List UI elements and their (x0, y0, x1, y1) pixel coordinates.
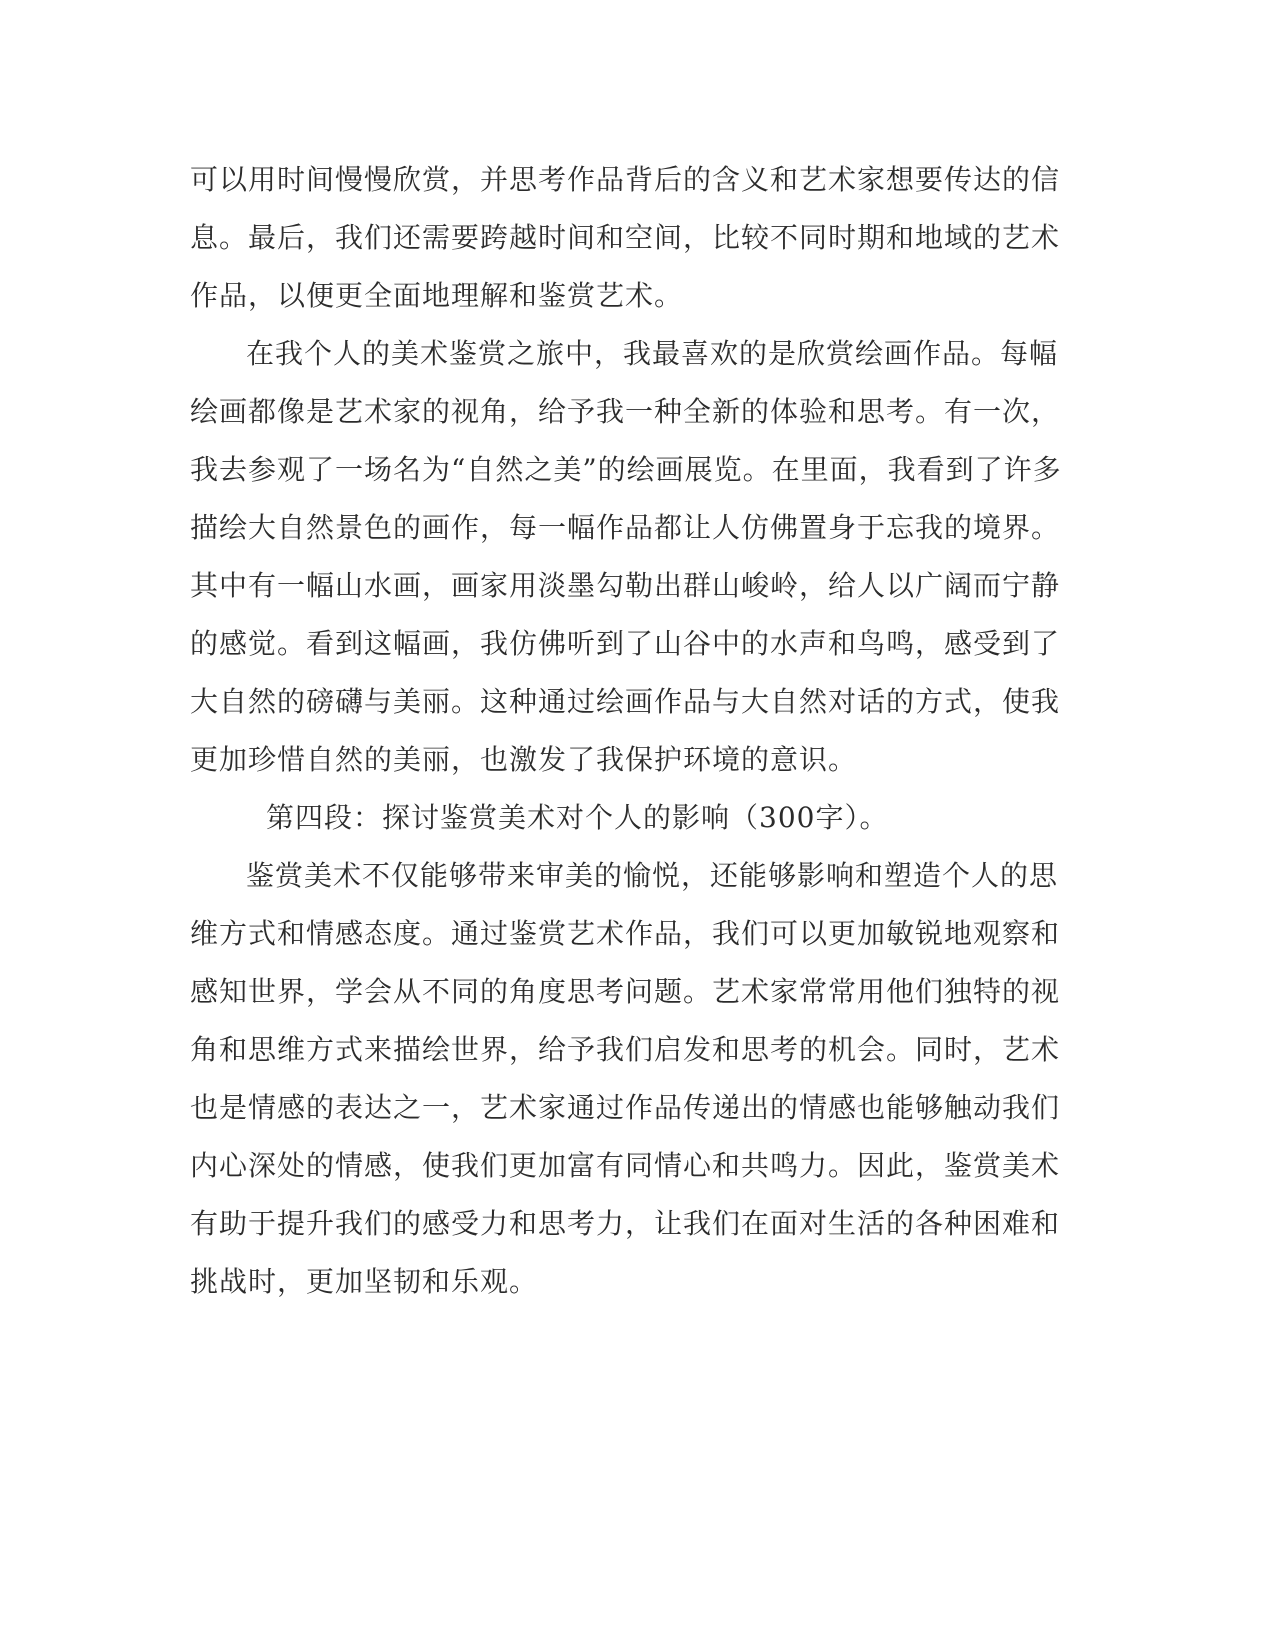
text-line: 其中有一幅山水画，画家用淡墨勾勒出群山峻岭，给人以广阔而宁静 (190, 569, 1061, 602)
text-line: 作品，以便更全面地理解和鉴赏艺术。 (190, 279, 684, 312)
text-line: 描绘大自然景色的画作，每一幅作品都让人仿佛置身于忘我的境界。 (190, 511, 1061, 544)
text-line: 更加珍惜自然的美丽，也激发了我保护环境的意识。 (190, 743, 858, 776)
paragraph-first-line: 鉴赏美术不仅能够带来审美的愉悦，还能够影响和塑造个人的思 (246, 859, 1059, 892)
text-line: 感知世界，学会从不同的角度思考问题。艺术家常常用他们独特的视 (190, 975, 1061, 1008)
text-line: 大自然的磅礴与美丽。这种通过绘画作品与大自然对话的方式，使我 (190, 685, 1061, 718)
text-line: 可以用时间慢慢欣赏，并思考作品背后的含义和艺术家想要传达的信 (190, 163, 1061, 196)
text-line: 挑战时，更加坚韧和乐观。 (190, 1265, 539, 1298)
text-line: 维方式和情感态度。通过鉴赏艺术作品，我们可以更加敏锐地观察和 (190, 917, 1061, 950)
text-line: 角和思维方式来描绘世界，给予我们启发和思考的机会。同时，艺术 (190, 1033, 1061, 1066)
text-line: 息。最后，我们还需要跨越时间和空间，比较不同时期和地域的艺术 (190, 221, 1061, 254)
text-line: 的感觉。看到这幅画，我仿佛听到了山谷中的水声和鸟鸣，感受到了 (190, 627, 1061, 660)
paragraph-first-line: 在我个人的美术鉴赏之旅中，我最喜欢的是欣赏绘画作品。每幅 (246, 337, 1059, 370)
text-line: 也是情感的表达之一，艺术家通过作品传递出的情感也能够触动我们 (190, 1091, 1061, 1124)
section-heading: 第四段：探讨鉴赏美术对个人的影响（300字）。 (266, 801, 889, 834)
text-line: 绘画都像是艺术家的视角，给予我一种全新的体验和思考。有一次， (190, 395, 1061, 428)
text-line: 内心深处的情感，使我们更加富有同情心和共鸣力。因此，鉴赏美术 (190, 1149, 1061, 1182)
text-line: 我去参观了一场名为“自然之美”的绘画展览。在里面，我看到了许多 (190, 453, 1062, 486)
text-line: 有助于提升我们的感受力和思考力，让我们在面对生活的各种困难和 (190, 1207, 1061, 1240)
